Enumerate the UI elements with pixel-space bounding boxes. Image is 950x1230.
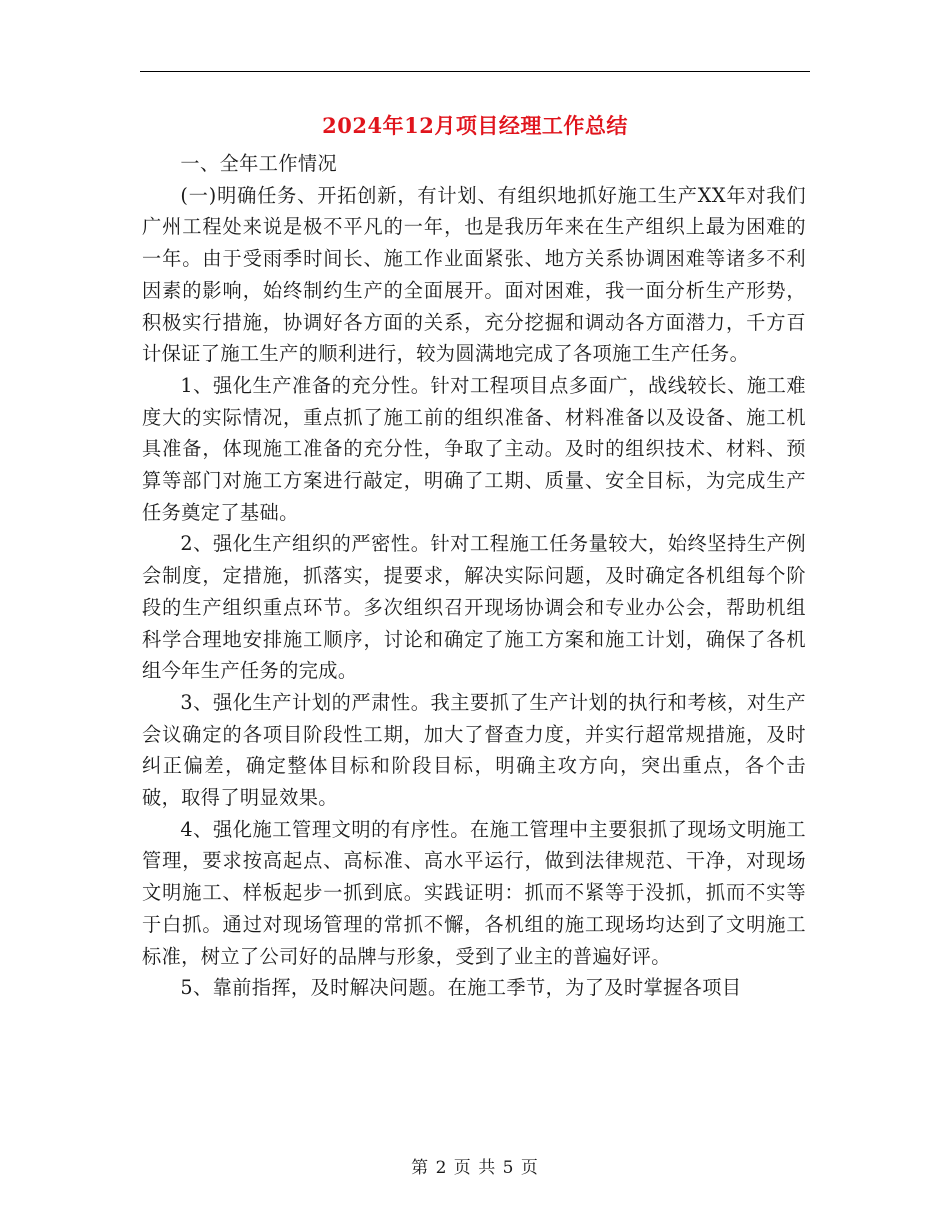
body-paragraph: 1、强化生产准备的充分性。针对工程项目点多面广，战线较长、施工难度大的实际情况，重点抓了施工前的组织准备、材料准备以及设备、施工机具准备，体现施工准备的充分性，争取了主动。及时的组织技术、材料、预算等部门对施工方案进行敲定，明确了工期、质量、安全目标，为完成生产任务奠定了基础。 <box>142 373 806 524</box>
body-paragraph: 2、强化生产组织的严密性。针对工程施工任务量较大，始终坚持生产例会制度，定措施，抓落实，提要求，解决实际问题，及时确定各机组每个阶段的生产组织重点环节。多次组织召开现场协调会和专业办公会，帮助机组科学合理地安排施工顺序，讨论和确定了施工方案和施工计划，确保了各机组今年生产任务的完成。 <box>142 532 806 683</box>
body-paragraph: (一)明确任务、开拓创新，有计划、有组织地抓好施工生产XX年对我们广州工程处来说是极不平凡的一年，也是我历年来在生产组织上最为困难的一年。由于受雨季时间长、施工作业面紧张、地方关系协调困难等诸多不利因素的影响，始终制约生产的全面展开。面对困难，我一面分析生产形势，积极实行措施，协调好各方面的关系，充分挖掘和调动各方面潜力，千方百计保证了施工生产的顺利进行，较为圆满地完成了各项施工生产任务。 <box>142 183 806 366</box>
header-divider <box>140 71 810 72</box>
document-title: 2024年12月项目经理工作总结 <box>322 113 628 138</box>
body-paragraph: 5、靠前指挥，及时解决问题。在施工季节，为了及时掌握各项目 <box>180 976 742 1000</box>
page-number-footer: 第 2 页 共 5 页 <box>411 1158 539 1178</box>
body-paragraph: 3、强化生产计划的严肃性。我主要抓了生产计划的执行和考核，对生产会议确定的各项目阶段性工期，加大了督查力度，并实行超常规措施，及时纠正偏差，确定整体目标和阶段目标，明确主攻方向，突出重点，各个击破，取得了明显效果。 <box>142 690 806 810</box>
document-body <box>142 148 806 1004</box>
body-paragraph: 4、强化施工管理文明的有序性。在施工管理中主要狠抓了现场文明施工管理，要求按高起点、高标准、高水平运行，做到法律规范、干净，对现场文明施工、样板起步一抓到底。实践证明：抓而不紧等于没抓，抓而不实等于白抓。通过对现场管理的常抓不懈，各机组的施工现场均达到了文明施工标准，树立了公司好的品牌与形象，受到了业主的普遍好评。 <box>142 817 806 968</box>
section-heading: 一、全年工作情况 <box>180 152 338 175</box>
